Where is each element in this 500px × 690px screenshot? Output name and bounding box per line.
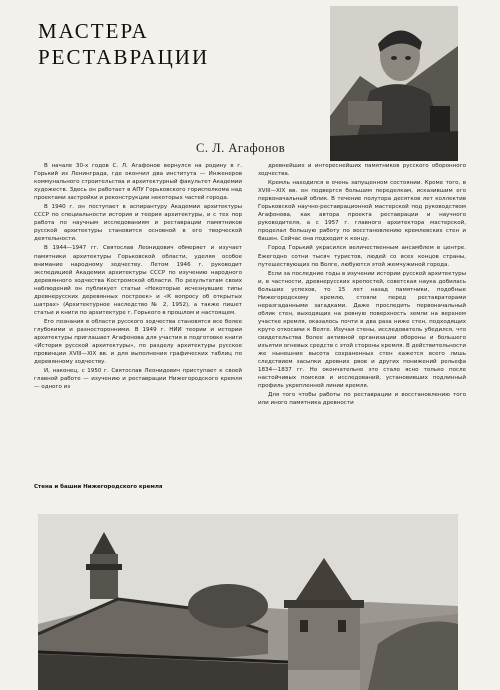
portrait-photo xyxy=(330,6,458,161)
paragraph: В начале 30-х годов С. Л. Агафонов вернулся на родину в г. Горький из Ленинграда, где окончил два института — Инженеров коммунального строительства и архитектурный факультет Академии художеств. Здесь он работает в АПУ Горьковского горисполкома над проектами застройки и реконструкции некоторых частей города. xyxy=(34,163,242,202)
paragraph: В 1940 г. он поступает в аспирантуру Академии архитектуры СССР по специальности история и теория архитектуры, и с тех пор работа по научным исследованиям и реставрации памятников русской архитектуры становится основной в его творческой деятельности. xyxy=(34,204,242,243)
photo-caption: Стена и башни Нижегородского кремля xyxy=(34,484,163,490)
paragraph: Город Горький украсился величественным ансамблем в центре. Ежегодно сотни тысяч туристов, людей со всех концов страны, путешествующих по Волге, любуются этой жемчужиной города. xyxy=(258,245,466,268)
title-line-1: МАСТЕРА xyxy=(38,19,149,43)
article-author: С. Л. Агафонов xyxy=(196,141,286,155)
kremlin-wall-photo xyxy=(38,514,458,690)
paragraph: Кремль находился в очень запущенном состоянии. Кроме того, в XVIII—XIX вв. он подвергся большим переделкам, исказившим его первоначальный облик. В течение полутора десятков лет коллектив Горьковской научно-реставрационной мастерской под руководством Агафонова, как автора проекта реставрации и научного руководителя, а с 1957 г. главного архитектора мастерской, проделал большую работу по восстановлению кремлевских стен и башен. Сейчас она подходит к концу. xyxy=(258,180,466,243)
paragraph: И, наконец, с 1950 г. Святослав Леонидович приступает к своей главной работе — изучению и реставрации Нижегородского кремля — одного из xyxy=(34,368,242,391)
paragraph: В 1944—1947 гг. Святослав Леонидович обмеряет и изучает памятники архитектуры Горьковской области, уделяя особое внимание народному зодчеству. Летом 1946 г. руководит экспедицией Академии архитектуры СССР по изучению народного деревянного зодчества Костромской области. По результатам своих наблюдений он публикует статьи «Некоторые исчезнувшие типы древнерусских деревянных построек» и «К вопросу об открытых шатрах» (Архитектурное наследство № 2, 1952), а также пишет статьи и книги по архитектуре г. Горького в прошлом и настоящем. xyxy=(34,245,242,316)
paragraph: Если за последние годы в изучении истории русской архитектуры и, в частности, древнерусских крепостей, советская наука добилась больших успехов, то 15 лет назад памятники, подобные Нижегородскому кремлю, стояли перед реставраторами неразгаданными загадками. Даже проследить первоначальный облик стен, выходящих на ровную поверхность земли на верхнем участке кремля, оказалось почти в два раза ниже стен, подходящих круто откосами к Волге. Изучая стены, исследователь убедился, что свидетельства более активной организации обороны и большего изъятия огневых средств с этой стороны кремля. В действительности же нынешние высота сохраненных стен кажется всего лишь следствием засыпки древних рвов и других понижений рельефа 1834—1837 гг. Но окончательно это стало ясно только после настойчивых поисков и исследований, установивших подлинный профиль укрепленной линии кремля. xyxy=(258,270,466,390)
text-column-left xyxy=(34,162,242,391)
paragraph: Для того чтобы работы по реставрации и восстановлению того или иного памятника древности xyxy=(258,392,466,407)
paragraph: Его познания в области русского зодчества становятся все более глубокими и разносторонними. В 1949 г. НИИ теории и истории архитектуры приглашает Агафонова для участия в подготовке книги «История русской архитектуры», по разделу архитектуры русское провинции XVIII—XIX вв. и для выполнения графических таблиц по деревянному зодчеству. xyxy=(34,318,242,366)
article-title xyxy=(38,18,209,70)
text-column-right xyxy=(258,162,466,407)
title-line-2: РЕСТАВРАЦИИ xyxy=(38,45,210,69)
paragraph: древнейших и интереснейших памятников русского оборонного зодчества. xyxy=(258,163,466,178)
